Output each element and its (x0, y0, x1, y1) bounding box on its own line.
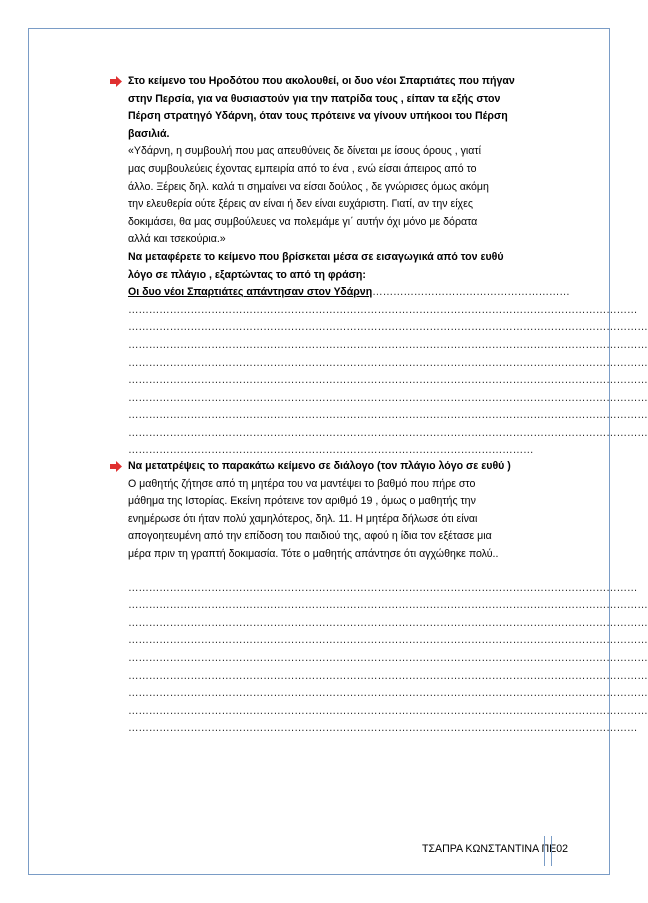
answer-line[interactable]: …………………………………………………………………………………………………………………………………… (128, 426, 648, 439)
answer-line[interactable]: ………………………………………………………………………………………………………………………………… (128, 303, 638, 316)
answer-line[interactable]: …………………………………………………………………………………………………………………………………… (128, 704, 648, 717)
task-line: Να μεταφέρετε το κείμενο που βρίσκεται μέσα σε εισαγωγικά από τον ευθύ (128, 250, 504, 263)
exercise-2 (128, 458, 648, 738)
footer-author: ΤΣΑΠΡΑ ΚΩΝΣΤΑΝΤΙΝΑ ΠΕ02 (421, 843, 568, 855)
answer-line[interactable]: ……………………………………………………………………………………………………… (128, 444, 534, 457)
quote-line: «Υδάρνη, η συμβουλή που μας απευθύνεις δε δίνεται με ίσους όρους , γιατί (128, 145, 481, 158)
answer-line[interactable]: …………………………………………………………………………………………………………………………………… (128, 616, 648, 629)
answer-line[interactable]: …………………………………………………………………………………………………………………………………… (128, 321, 648, 334)
exercise-1 (128, 73, 648, 460)
answer-line[interactable]: …………………………………………………………………………………………………………………………………… (128, 391, 648, 404)
text-line: μάθημα της Ιστορίας. Εκείνη πρότεινε τον αριθμό 19 , όμως ο μαθητής την (128, 495, 476, 508)
instruction-line: στην Περσία, για να θυσιαστούν για την πατρίδα τους , είπαν τα εξής στον (128, 92, 501, 105)
text-line: απογοητευμένη από την επίδοση του παιδιού της, αφού η ίδια τον εξέτασε μια (128, 530, 492, 543)
answer-line[interactable]: ………………………………………………………………………………………………………………………………… (128, 581, 638, 594)
quote-line: δοκιμάσει, θα μας συμβούλευες να πολεμάμε γι΄ αυτήν όχι μόνο με δόρατα (128, 215, 478, 228)
instruction-line: βασιλιά. (128, 127, 170, 140)
footer-rule (544, 836, 552, 866)
answer-line[interactable]: …………………………………………………………………………………………………………………………………… (128, 338, 648, 351)
answer-line[interactable]: …………………………………………………………………………………………………………………………………… (128, 409, 648, 422)
answer-line[interactable]: …………………………………………………………………………………………………………………………………… (128, 634, 648, 647)
text-line: Ο μαθητής ζήτησε από τη μητέρα του να μαντέψει το βαθμό που πήρε στο (128, 477, 476, 490)
text-line: μέρα πριν τη γραπτή δοκιμασία. Τότε ο μαθητής απάντησε ότι αγχώθηκε πολύ.. (128, 547, 499, 560)
instruction-line: Στο κείμενο του Ηροδότου που ακολουθεί, οι δυο νέοι Σπαρτιάτες που πήγαν (128, 75, 515, 87)
red-arrow-icon (110, 461, 122, 472)
red-arrow-icon (110, 76, 122, 87)
answer-line[interactable]: …………………………………………………………………………………………………………………………………… (128, 356, 648, 369)
text-line: ενημέρωσε ότι ήταν πολύ χαμηλότερος, δηλ. 11. Η μητέρα δήλωσε ότι είναι (128, 512, 478, 525)
quote-line: την ελευθερία ούτε ξέρεις αν είναι ή δεν είναι ευχάριστη. Γιατί, αν την είχες (128, 198, 473, 211)
instruction-line: Πέρση στρατηγό Υδάρνη, όταν τους πρότεινε να γίνουν υπήκοοι του Πέρση (128, 110, 508, 123)
answer-line[interactable]: …………………………………………………………………………………………………………………………………… (128, 599, 648, 612)
answer-line[interactable]: …………………………………………………………………………………………………………………………………… (128, 651, 648, 664)
prompt-text: Οι δυο νέοι Σπαρτιάτες απάντησαν στον Υδάρνη (128, 286, 373, 299)
answer-line[interactable]: …………………………………………………………………………………………………………………………………… (128, 374, 648, 387)
answer-line[interactable]: ………………………………………………………………………………………………………………………………… (128, 722, 638, 735)
answer-line[interactable]: …………………………………………………………………………………………………………………………………… (128, 687, 648, 700)
quote-line: αλλά και τσεκούρια.» (128, 233, 226, 246)
answer-line[interactable]: …………………………………………………………………………………………………………………………………… (128, 669, 648, 682)
prompt-line (128, 284, 570, 302)
task-line: λόγο σε πλάγιο , εξαρτώντας το από τη φράση: (128, 268, 366, 281)
task-line: Να μετατρέψεις το παρακάτω κείμενο σε διάλογο (τον πλάγιο λόγο σε ευθύ ) (128, 460, 511, 472)
quote-line: μας συμβουλεύεις έχοντας εμπειρία από το ένα , ενώ είσαι άπειρος από το (128, 162, 477, 175)
quote-line: άλλο. Ξέρεις δηλ. καλά τι σημαίνει να είσαι δούλος , δε γνώρισες όμως ακόμη (128, 180, 489, 193)
prompt-dots: ………………………………………………… (372, 286, 570, 299)
